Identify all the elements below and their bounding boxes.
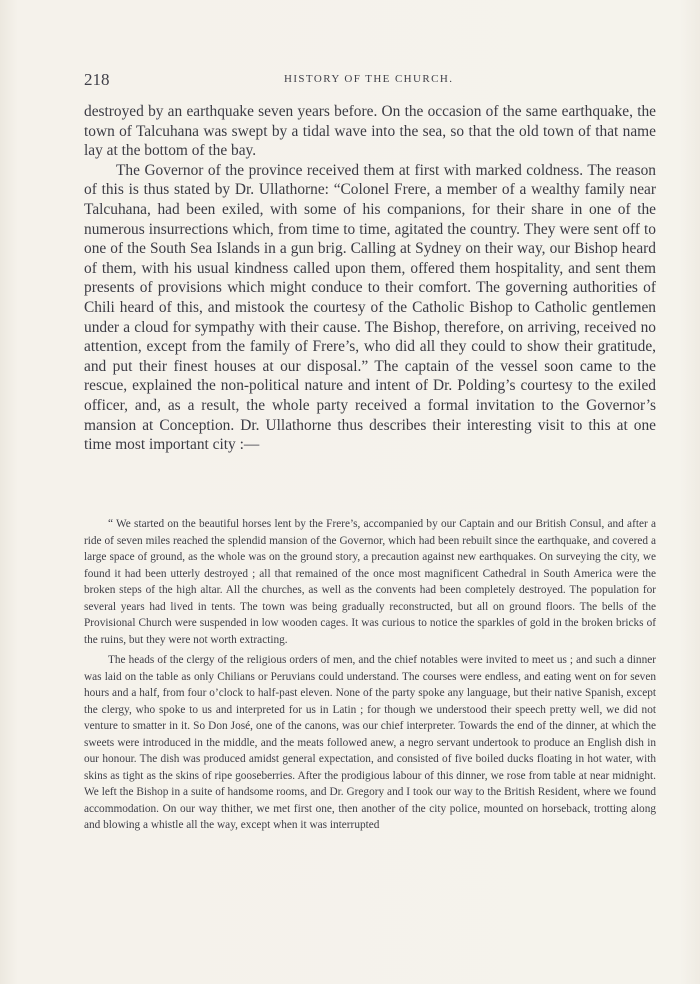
page-number: 218	[84, 70, 110, 89]
body-paragraph: The Governor of the province received them at first with marked coldness. The reason of this is thus stated by Dr. Ullathorne: “Colonel Frere, a member of a wealthy family near Talcuhana, had been exiled, with some of his companions, for their share in one of the numerous insurrections which, from time to time, agitated the country. They were sent off to one of the South Sea Islands in a gun brig. Calling at Sydney on their way, our Bishop heard of them, with his usual kindness called upon them, offered them hospitality, and sent them presents of provisions which might conduce to their comfort. The governing authorities of Chili heard of this, and mistook the courtesy of the Catholic Bishop to Catholic gentlemen under a cloud for sympathy with their cause. The Bishop, therefore, on arriving, received no attention, except from the family of Frere’s, who did all they could to show their gratitude, and put their finest houses at our disposal.” The captain of the vessel soon came to the rescue, explained the non-political nature and intent of Dr. Polding’s courtesy to the exiled officer, and, as a result, the whole party received a formal invitation to the Governor’s mansion at Conception. Dr. Ullathorne thus describes their interesting visit to this at one time most important city :—	[84, 161, 656, 454]
main-text	[84, 102, 656, 455]
block-quote	[84, 516, 656, 834]
quote-paragraph: The heads of the clergy of the religious orders of men, and the chief notables were invited to meet us ; and such a dinner was laid on the table as only Chilians or Peruvians could understand. The courses were endless, and eating went on for seven hours and a half, from four o’clock to half-past eleven. None of the party spoke any language, but their native Spanish, except the clergy, who spoke to us and interpreted for us in Latin ; for though we understood their speech pretty well, we did not venture to smatter in it. So Don José, one of the canons, was our chief interpreter. Towards the end of the dinner, at which the sweets were introduced in the middle, and the meats followed anew, a negro servant undertook to produce an English dish in our honour. The dish was produced amidst general expectation, and consisted of five boiled ducks floating in hot water, with skins as tight as the skins of ripe gooseberries. After the prodigious labour of this dinner, we rose from table at near midnight. We left the Bishop in a suite of handsome rooms, and Dr. Gregory and I took our way to the British Resident, where we found accommodation. On our way thither, we met first one, then another of the city police, mounted on horseback, trotting along and blowing a whistle all the way, except when it was interrupted	[84, 654, 656, 831]
running-title: HISTORY OF THE CHURCH.	[284, 73, 454, 85]
quote-paragraph: “ We started on the beautiful horses lent by the Frere’s, accompanied by our Captain and our British Consul, and after a ride of seven miles reached the splendid mansion of the Governor, which had been rebuilt since the earthquake, and covered a large space of ground, as the whole was on the ground story, a precaution against new earthquakes. On surveying the city, we found it had been utterly destroyed ; all that remained of the once most magnificent Cathedral in South America were the broken steps of the high altar. All the churches, as well as the convents had been completely destroyed. The population for several years had lived in tents. The town was being gradually reconstructed, but all on ground floors. The bells of the Provisional Church were suspended in low wooden cages. It was curious to notice the sparkles of gold in the broken bricks of the ruins, but they were not worth extracting.	[84, 518, 656, 646]
page-header	[84, 70, 656, 92]
body-paragraph: destroyed by an earthquake seven years before. On the occasion of the same earthquake, the town of Talcuhana was swept by a tidal wave into the sea, so that the old town of that name lay at the bottom of the bay.	[84, 103, 656, 160]
